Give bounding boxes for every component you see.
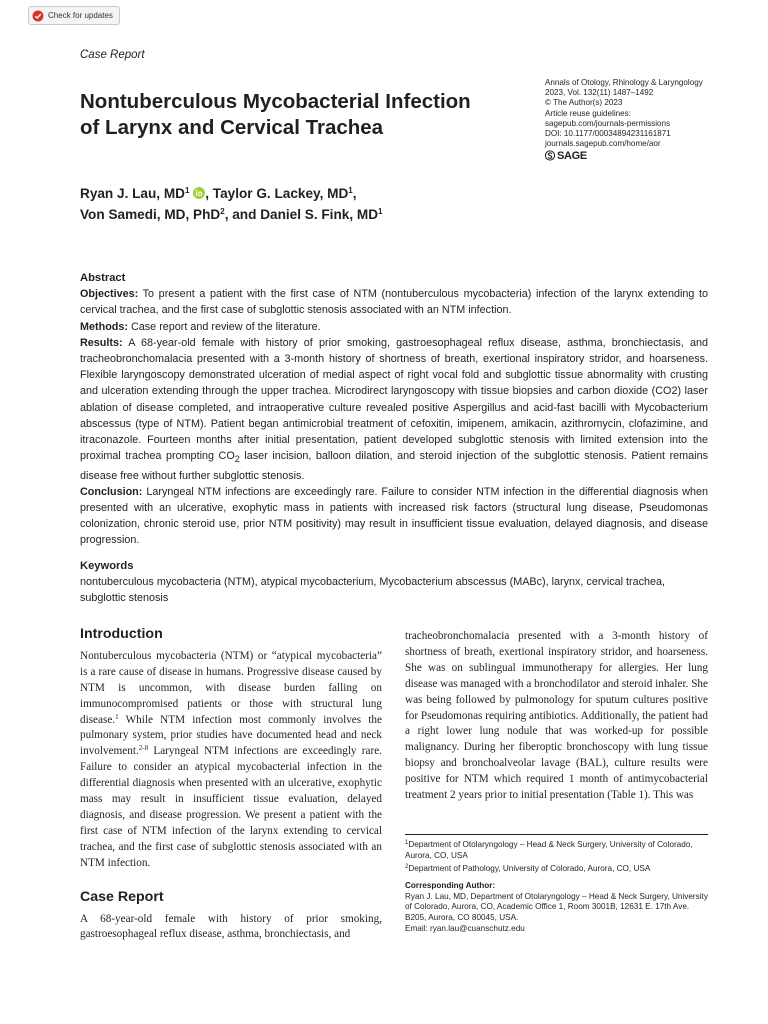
left-column xyxy=(80,627,382,943)
reuse-label: Article reuse guidelines: xyxy=(545,108,631,118)
keywords-text: nontuberculous mycobacteria (NTM), atypical mycobacterium, Mycobacterium abscessus (MABc), larynx, cervical trachea, subglottic stenosis xyxy=(80,576,666,605)
abstract-objectives xyxy=(80,286,708,318)
case-report-continued: tracheobronchomalacia presented with a 3-month history of shortness of breath, exertional inspiratory stridor, and hoarseness. She was on sublingual immunotherapy for allergies. Her lung disease was managed with a bronchodilator and steroid inhaler. She was being followed by pulmonology for sputum cultures positive for Pseudomonas requiring antibiotics. Additionally, the patient had a right lower lung nodule that was worked-up for possible malignancy. During her fiberoptic bronchoscopy with lung tissue biopsy and bronchoalveolar lavage (BAL), culture results were positive for NTM which required 1 month of antimycobacterial treatment 2 years prior to initial presentation (Table 1). This was xyxy=(405,630,708,802)
affiliation-text: Department of Otolaryngology – Head & Neck Surgery, University of Colorado, Aurora, CO, USA xyxy=(405,840,693,860)
journal-info xyxy=(545,78,745,161)
intro-text: Nontuberculous mycobacteria (NTM) or “atypical mycobacteria” is a rare cause of disease in humans. Progressive disease caused by NTM is uncommon, with disease burden falling on immunocompromised patients or those with structural lung disease. xyxy=(80,649,382,726)
sage-logo-icon xyxy=(545,150,555,161)
journal-copyright: © The Author(s) 2023 xyxy=(545,98,623,108)
introduction-heading: Introduction xyxy=(80,626,163,642)
footnotes xyxy=(405,840,708,935)
affiliation-marker: 1 xyxy=(185,186,190,195)
corresponding-author-email[interactable]: Email: ryan.lau@cuanschutz.edu xyxy=(405,924,525,934)
orcid-icon[interactable] xyxy=(193,187,205,199)
case-report-heading: Case Report xyxy=(80,888,164,905)
affiliation-marker: 2 xyxy=(220,207,225,216)
results-text-cont: laser incision, balloon dilation, and steroid injection of the subglottic stenosis. Patient remains disease free without further subglottic stenosis. xyxy=(80,450,708,482)
right-column xyxy=(405,629,708,804)
citation-marker[interactable]: 1 xyxy=(115,712,119,721)
conclusion-label: Conclusion: xyxy=(80,485,143,498)
intro-text: Laryngeal NTM infections are exceedingly rare. Failure to consider an atypical mycobacterial infection in the differential diagnosis when presented with an ulcerative, exophytic mass may result in insufficient tissue evaluation, delayed diagnosis, and disease progression. We present a patient with the first case of NTM infection of the larynx extending to cervical trachea, and the first case of subglottic stenosis associated with an NTM infection. xyxy=(80,745,382,869)
journal-name: Annals of Otology, Rhinology & Laryngology xyxy=(545,78,703,87)
author-separator: , and xyxy=(224,207,261,222)
case-report-paragraph: A 68-year-old female with history of prior smoking, gastroesophageal reflux disease, asthma, bronchiectasis, and xyxy=(80,912,382,941)
author-name: Daniel S. Fink, MD xyxy=(260,207,379,222)
methods-label: Methods: xyxy=(80,320,128,333)
keywords-heading: Keywords xyxy=(80,560,134,572)
check-for-updates-icon xyxy=(32,10,44,22)
sage-logo xyxy=(545,150,745,161)
abstract-section xyxy=(80,270,708,549)
abstract-conclusion xyxy=(80,484,708,549)
check-for-updates-button[interactable] xyxy=(28,6,120,25)
abstract-heading: Abstract xyxy=(80,272,126,284)
affiliation-footnote-1 xyxy=(405,840,708,862)
article-type: Case Report xyxy=(80,49,145,61)
affiliation-marker: 1 xyxy=(348,186,353,195)
reuse-link[interactable]: sagepub.com/journals-permissions xyxy=(545,118,671,128)
methods-text: Case report and review of the literature. xyxy=(130,320,321,333)
results-label: Results: xyxy=(80,336,123,349)
affiliation-marker: 1 xyxy=(378,207,383,216)
title-line-1: Nontuberculous Mycobacterial Infection xyxy=(80,90,471,113)
results-text: A 68-year-old female with history of prior smoking, gastroesophageal reflux disease, asthma, bronchiectasis, and tracheobronchomalacia presented with a 3-month history of shortness of breath, exertional inspiratory stridor, and hoarseness. Flexible laryngoscopy demonstrated ulceration of medial aspect of right vocal fold and subglottic tissue abnormality with crusting and ulceration extending through the upper trachea. Microdirect laryngoscopy with tissue biopsies and carbon dioxide (CO2) laser ablation of disease completed, and intraoperative culture revealed positive Aspergillus and acid-fast bacilli with Mycobacterium abscessus (type of NTM). Patient began antimicrobial treatment of cefoxitin, imipenem, amikacin, azithromycin, clofazimine, and itraconazole. Fourteen months after initial presentation, patient developed subglottic stenosis with limited extension into the proximal trachea prompting CO xyxy=(80,336,708,463)
author-list xyxy=(80,183,540,225)
citation-marker[interactable]: 2-8 xyxy=(138,744,149,753)
affiliation-marker: 2 xyxy=(405,864,409,871)
article-title xyxy=(80,89,530,141)
keywords-section xyxy=(80,558,708,607)
footnote-divider xyxy=(405,834,708,835)
author-line-1 xyxy=(80,183,540,204)
title-line-2: of Larynx and Cervical Trachea xyxy=(80,116,384,139)
publisher-name: SAGE xyxy=(557,149,587,162)
author-line-2 xyxy=(80,204,540,225)
objectives-text: To present a patient with the first case of NTM (nontuberculous mycobacteria) infection of the larynx extending to cervical trachea, and the first case of subglottic stenosis associated with an NTM infection. xyxy=(80,288,708,317)
journal-home-link[interactable]: journals.sagepub.com/home/aor xyxy=(545,139,661,149)
abstract-results xyxy=(80,335,708,484)
conclusion-text: Laryngeal NTM infections are exceedingly rare. Failure to consider NTM infection in the differential diagnosis when presented with an ulcerative, exophytic mass in patients with increased risk factors (structural lung disease, Pseudomonas colonization, chronic steroid use, prior NTM positivity) may result in insufficient tissue evaluation, delayed diagnosis, and disease progression. xyxy=(80,485,708,547)
journal-volume: 2023, Vol. 132(11) 1487–1492 xyxy=(545,88,654,98)
author-separator: , xyxy=(352,186,357,201)
affiliation-marker: 1 xyxy=(405,840,409,846)
affiliation-footnote-2 xyxy=(405,864,708,875)
author-name: Von Samedi, MD, PhD xyxy=(80,207,221,222)
affiliation-text: Department of Pathology, University of Colorado, Aurora, CO, USA xyxy=(408,864,651,874)
author-name: , Taylor G. Lackey, MD xyxy=(205,186,349,201)
corresponding-author-heading: Corresponding Author: xyxy=(405,880,496,890)
objectives-label: Objectives: xyxy=(80,288,139,301)
co2-subscript: 2 xyxy=(234,454,240,465)
abstract-methods xyxy=(80,319,708,335)
introduction-paragraph xyxy=(80,649,382,872)
doi-link[interactable]: DOI: 10.1177/00034894231161871 xyxy=(545,129,671,139)
corresponding-author-address: Ryan J. Lau, MD, Department of Otolaryngology – Head & Neck Surgery, University of Colorado, Aurora, CO, Academic Office 1, Room 3001B, 12631 E. 17th Ave. B205, Aurora, CO 80045, USA. xyxy=(405,891,708,923)
intro-text: While NTM infection most commonly involves the pulmonary system, prior studies have documented head and neck involvement. xyxy=(80,713,382,758)
check-for-updates-label: Check for updates xyxy=(48,11,113,20)
author-name: Ryan J. Lau, MD xyxy=(80,186,185,201)
